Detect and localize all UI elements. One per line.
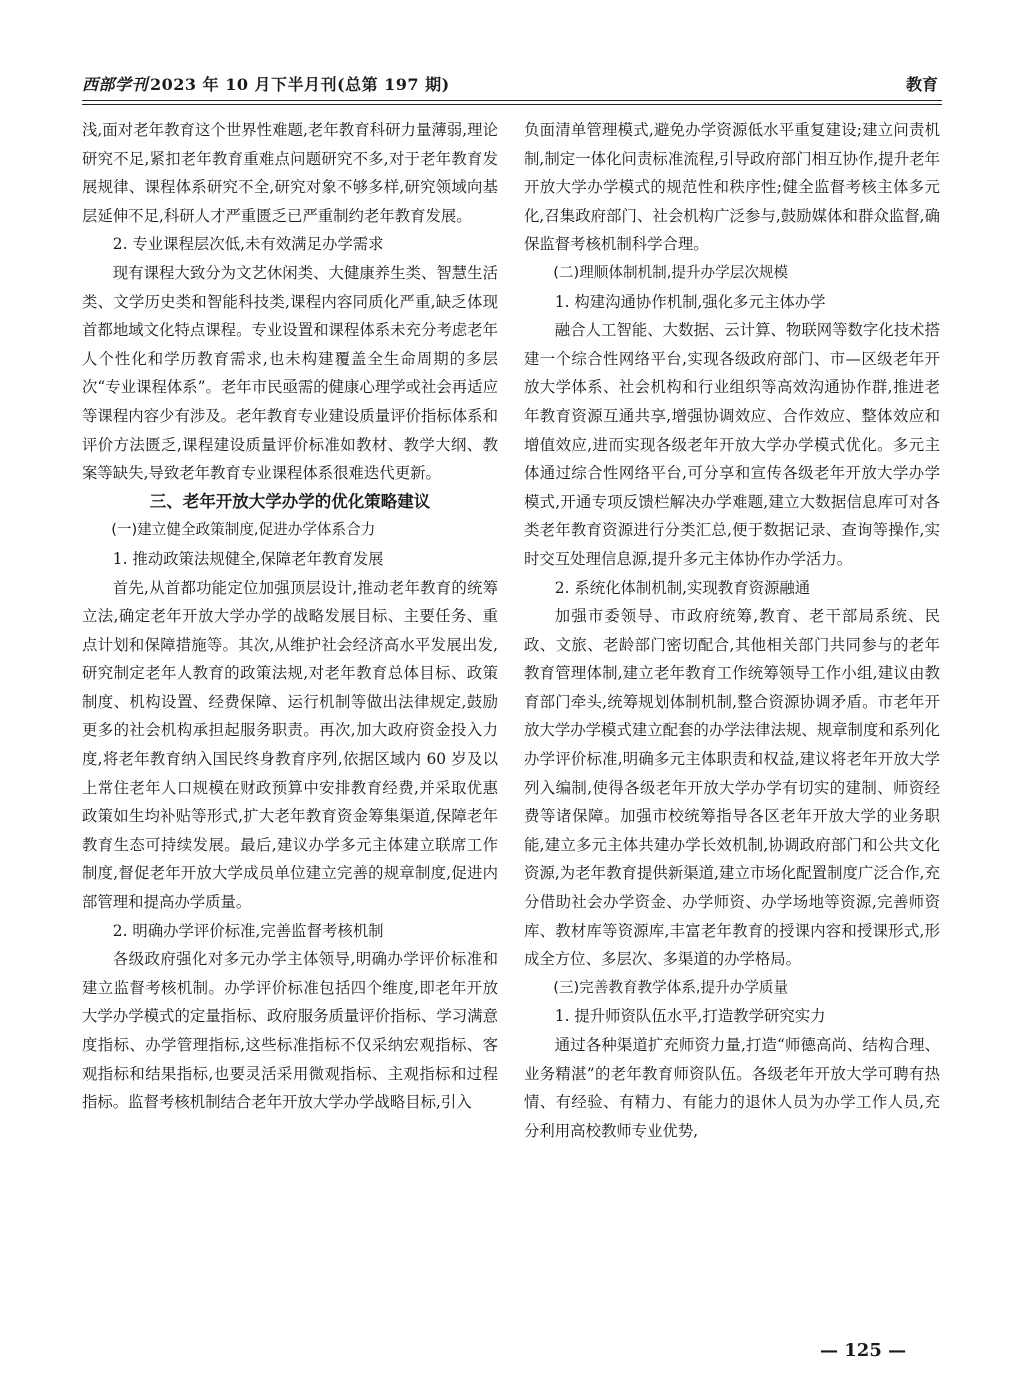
body-paragraph: 加强市委领导、市政府统筹,教育、老干部局系统、民政、文旅、老龄部门密切配合,其他相关部门共同参与的老年教育管理体制,建立老年教育工作统筹领导工作小组,建议由教育部门牵头,统筹规划体制机制,整合资源协调矛盾。市老年开放大学办学模式建立配套的办学法律法规、规章制度和系列化办学评价标准,明确多元主体职责和权益,建议将老年开放大学列入编制,使得各级老年开放大学办学有切实的建制、师资经费等诸保障。加强市校统筹指导各区老年开放大学的业务职能,建立多元主体共建办学长效机制,协调政府部门和公共文化资源,为老年教育提供新渠道,建立市场化配置制度广泛合作,充分借助社会办学资金、办学师资、办学场地等资源,完善师资库、教材库等资源库,丰富老年教育的授课内容和授课形式,形成全方位、多层次、多渠道的办学格局。 <box>524 607 940 969</box>
body-paragraph: 2. 专业课程层次低,未有效满足办学需求 <box>112 235 384 254</box>
subsection-heading: (二)理顺体制机制,提升办学层次规模 <box>553 263 789 281</box>
body-paragraph: 现有课程大致分为文艺休闲类、大健康养生类、智慧生活类、文学历史类和智能科技类,课程内容同质化严重,缺乏体现首都地域文化特点课程。专业设置和课程体系未充分考虑老年人个性化和学历教育需求,也未构建覆盖全生命周期的多层次“专业课程体系”。老年市民亟需的健康心理学或社会再适应等课程内容少有涉及。老年教育专业建设质量评价指标体系和评价方法匮乏,课程建设质量评价标准如教材、教学大纲、教案等缺失,导致老年教育专业课程体系很难迭代更新。 <box>82 263 498 483</box>
body-paragraph: 1. 构建沟通协作机制,强化多元主体办学 <box>554 292 826 311</box>
body-paragraph: 各级政府强化对多元办学主体领导,明确办学评价标准和建立监督考核机制。办学评价标准包括四个维度,即老年开放大学办学模式的定量指标、政府服务质量评价指标、学习满意度指标、办学管理指标,这些标准指标不仅采纳宏观指标、客观指标和结果指标,也要灵活采用微观指标、主观指标和过程指标。监督考核机制结合老年开放大学办学战略目标,引入 <box>82 950 498 1112</box>
body-paragraph: 浅,面对老年教育这个世界性难题,老年教育科研力量薄弱,理论研究不足,紧扣老年教育重难点问题研究不多,对于老年教育发展规律、课程体系研究不全,研究对象不够多样,研究领域向基层延伸不足,科研人才严重匮乏已严重制约老年教育发展。 <box>82 121 498 225</box>
body-paragraph: 负面清单管理模式,避免办学资源低水平重复建设;建立问责机制,制定一体化问责标准流程,引导政府部门相互协作,提升老年开放大学办学模式的规范性和秩序性;健全监督考核主体多元化,召集政府部门、社会机构广泛参与,鼓励媒体和群众监督,确保监督考核机制科学合理。 <box>524 121 940 254</box>
issue-label: 2023 年 10 月下半月刊(总第 197 期) <box>150 75 450 94</box>
subsection-heading: (三)完善教育教学体系,提升办学质量 <box>553 978 789 996</box>
page-header <box>82 70 942 100</box>
header-rule-top <box>82 100 942 101</box>
body-paragraph: 融合人工智能、大数据、云计算、物联网等数字化技术搭建一个综合性网络平台,实现各级政府部门、市—区级老年开放大学体系、社会机构和行业组织等高效沟通协作群,推进老年教育资源互通共享,增强协调效应、合作效应、整体效应和增值效应,进而实现各级老年开放大学办学模式优化。多元主体通过综合性网络平台,可分享和宣传各级老年开放大学办学模式,开通专项反馈栏解决办学难题,建立大数据信息库可对各类老年教育资源进行分类汇总,便于数据记录、查询等操作,实时交互处理信息源,提升多元主体协作办学活力。 <box>524 321 940 568</box>
journal-logo: 西部学刊 <box>82 75 149 94</box>
body-paragraph: 1. 推动政策法规健全,保障老年教育发展 <box>112 549 384 568</box>
section-heading: 三、老年开放大学办学的优化策略建议 <box>149 491 431 511</box>
body-paragraph: 2. 明确办学评价标准,完善监督考核机制 <box>112 921 384 940</box>
body-paragraph: 2. 系统化体制机制,实现教育资源融通 <box>554 578 811 597</box>
left-column <box>82 116 498 1117</box>
right-column <box>524 116 940 1145</box>
journal-issue-line <box>82 72 450 95</box>
header-rule-bottom <box>82 104 942 105</box>
body-paragraph: 1. 提升师资队伍水平,打造教学研究实力 <box>554 1007 826 1026</box>
body-paragraph: 首先,从首都功能定位加强顶层设计,推动老年教育的统筹立法,确定老年开放大学办学的战略发展目标、主要任务、重点计划和保障措施等。其次,从维护社会经济高水平发展出发,研究制定老年人教育的政策法规,对老年教育总体目标、政策制度、机构设置、经费保障、运行机制等做出法律规定,鼓励更多的社会机构承担起服务职责。再次,加大政府资金投入力度,将老年教育纳入国民终身教育序列,依据区域内 60 岁及以上常住老年人口规模在财政预算中安排教育经费,并采取优惠政策如生均补贴等形式,扩大老年教育资金筹集渠道,保障老年教育生态可持续发展。最后,建议办学多元主体建立联席工作制度,督促老年开放大学成员单位建立完善的规章制度,促进内部管理和提高办学质量。 <box>82 578 498 912</box>
section-label: 教育 <box>905 75 938 94</box>
page-number: — 125 — <box>820 1340 907 1361</box>
subsection-heading: (一)建立健全政策制度,促进办学体系合力 <box>111 521 376 539</box>
body-paragraph: 通过各种渠道扩充师资力量,打造“师德高尚、结构合理、业务精湛”的老年教育师资队伍。各级老年开放大学可聘有热情、有经验、有精力、有能力的退休人员为办学工作人员,充分利用高校教师专业优势, <box>524 1036 940 1140</box>
